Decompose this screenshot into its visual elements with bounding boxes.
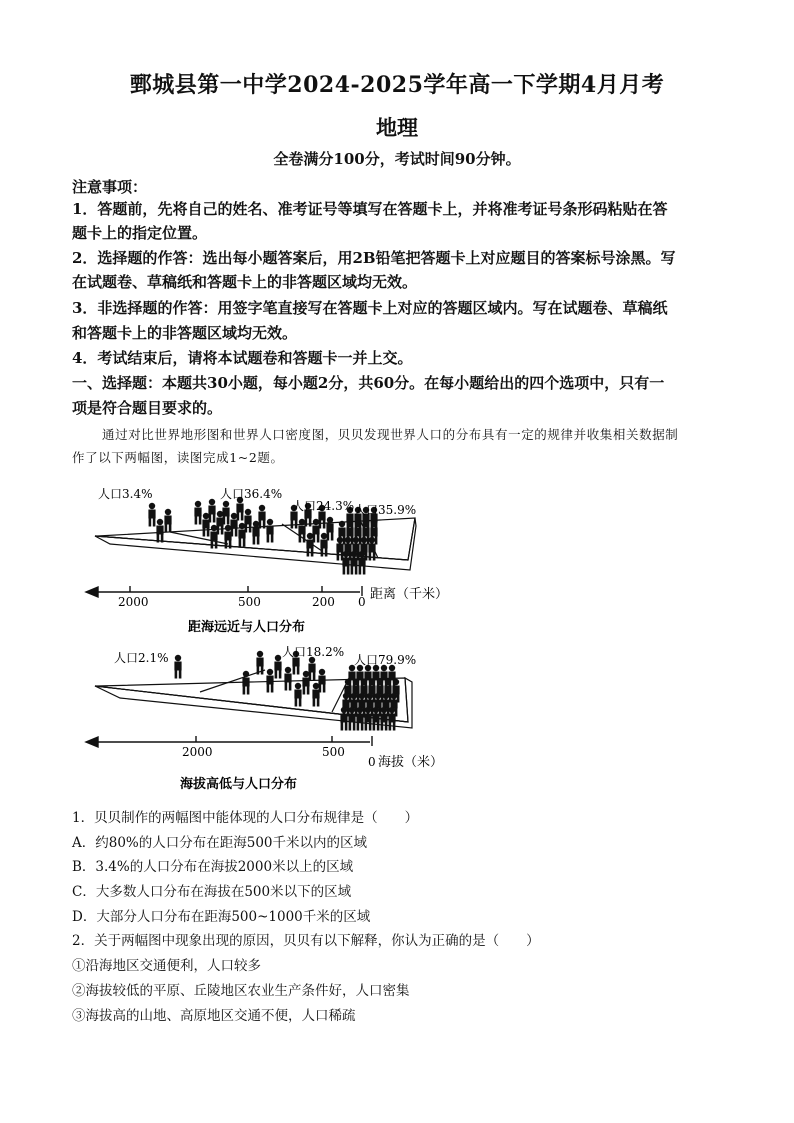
tick-500: 500	[238, 595, 261, 609]
label-0-200: 人口35.9%	[354, 503, 417, 517]
notice-line: 2．选择题的作答：选出每小题答案后，用2B铅笔把答题卡上对应题目的答案标号涂黑。写	[72, 249, 676, 267]
question-1-option-b: B．3.4%的人口分布在海拔2000米以上的区域	[72, 859, 354, 875]
subject-title: 地理	[376, 115, 418, 140]
tick-2000: 2000	[182, 745, 213, 759]
notice-line: 3．非选择题的作答：用签字笔直接写在答题卡上对应的答题区域内。写在试题卷、草稿纸	[72, 299, 668, 317]
figure2-caption: 海拔高低与人口分布	[180, 777, 298, 792]
tick-0: 0	[358, 595, 366, 609]
people-icons-high	[174, 655, 181, 679]
section-heading: 一、选择题：本题共30小题，每小题2分，共60分。在每小题给出的四个选项中，只有一	[72, 374, 665, 392]
label-500-2000: 人口36.4%	[220, 487, 283, 501]
figure1-caption: 距海远近与人口分布	[188, 620, 306, 635]
tick-500: 500	[322, 745, 345, 759]
intro-line: 作了以下两幅图，读图完成1~2题。	[72, 450, 284, 465]
question-1-option-d: D．大部分人口分布在距海500~1000千米的区域	[72, 909, 371, 925]
label-high: 人口2.1%	[114, 651, 169, 665]
altitude-population-figure	[60, 642, 480, 794]
question-1-stem: 1．贝贝制作的两幅图中能体现的人口分布规律是（ ）	[72, 810, 419, 826]
axis-label-distance: 距离（千米）	[370, 587, 449, 602]
distance-population-figure	[60, 478, 480, 638]
axis-label-altitude: 海拔（米）	[378, 755, 444, 770]
question-2-item-2: ②海拔较低的平原、丘陵地区农业生产条件好，人口密集	[72, 983, 410, 999]
notice-line: 在试题卷、草稿纸和答题卡上的非答题区域均无效。	[72, 273, 418, 291]
question-2-item-1: ①沿海地区交通便利，人口较多	[72, 958, 261, 974]
question-1-option-a: A．约80%的人口分布在距海500千米以内的区域	[72, 835, 368, 851]
people-icons-500-2000	[194, 497, 273, 549]
section-heading: 项是符合题目要求的。	[72, 399, 223, 417]
label-far: 人口3.4%	[98, 487, 153, 501]
question-1-option-c: C．大多数人口分布在海拔在500米以下的区域	[72, 884, 352, 900]
people-icons-500-2000	[242, 651, 325, 707]
people-icons-0-500	[340, 665, 399, 731]
label-500-2000: 人口18.2%	[282, 645, 345, 659]
notice-line: 题卡上的指定位置。	[72, 224, 208, 242]
notice-line: 4．考试结束后，请将本试题卷和答题卡一并上交。	[72, 349, 413, 367]
question-2-stem: 2．关于两幅图中现象出现的原因，贝贝有以下解释，你认为正确的是（ ）	[72, 933, 540, 949]
tick-0: 0	[368, 755, 376, 769]
tick-200: 200	[312, 595, 335, 609]
question-2-item-3: ③海拔高的山地、高原地区交通不便，人口稀疏	[72, 1008, 356, 1024]
tick-2000: 2000	[118, 595, 149, 609]
notice-heading: 注意事项：	[72, 178, 148, 196]
label-200-500: 人口24.3%	[292, 499, 355, 513]
intro-line: 通过对比世界地形图和世界人口密度图，贝贝发现世界人口的分布具有一定的规律并收集相关数据制	[102, 427, 679, 442]
label-0-500: 人口79.9%	[354, 653, 417, 667]
notice-line: 和答题卡上的非答题区域均无效。	[72, 324, 298, 342]
notice-line: 1．答题前，先将自己的姓名、准考证号等填写在答题卡上，并将准考证号条形码粘贴在答	[72, 200, 668, 218]
people-icons-far	[148, 503, 171, 543]
score-line: 全卷满分100分，考试时间90分钟。	[273, 150, 521, 168]
exam-title: 鄄城县第一中学2024-2025学年高一下学期4月月考	[129, 72, 665, 98]
